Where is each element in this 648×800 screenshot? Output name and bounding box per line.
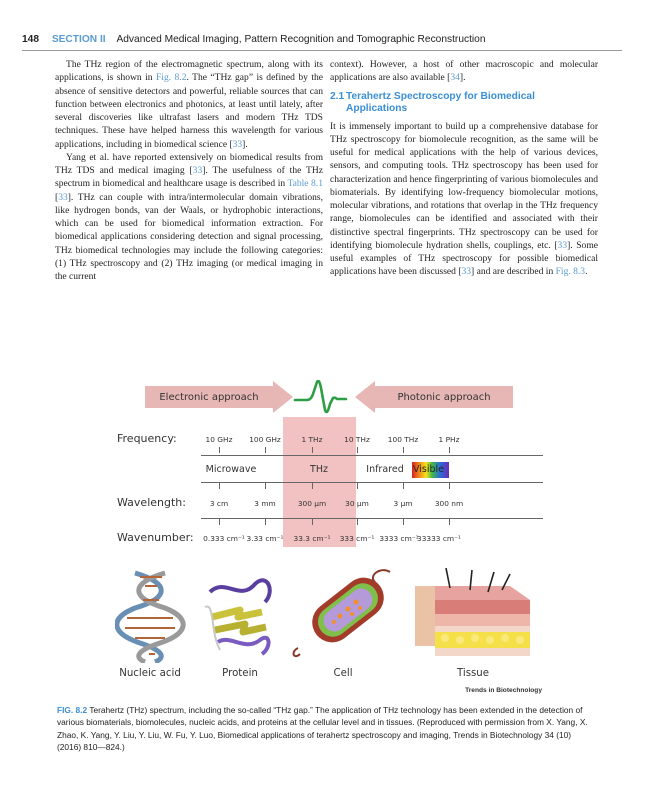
visible-spectrum-bar — [412, 462, 449, 478]
specimen-label: Nucleic acid — [119, 668, 181, 679]
region-infrared: Infrared — [366, 464, 404, 475]
protein-illustration — [200, 572, 280, 660]
wavenumber-tick: 33333 cm⁻¹ — [417, 534, 461, 543]
wavelength-label: Wavelength: — [117, 496, 186, 509]
wavenumber-tick: 0.333 cm⁻¹ — [203, 534, 245, 543]
journal-credit: Trends in Biotechnology — [465, 687, 542, 694]
figure-link[interactable]: Fig. 8.2 — [155, 72, 187, 84]
citation-link[interactable]: 34 — [450, 72, 460, 84]
tissue-illustration — [410, 566, 535, 661]
nucleic-acid-illustration — [115, 568, 190, 663]
figure-thz-spectrum — [115, 372, 550, 694]
wavenumber-tick: 3333 cm⁻¹ — [379, 534, 419, 543]
frequency-tick: 100 GHz — [249, 435, 281, 444]
wavelength-tick: 30 μm — [345, 499, 369, 508]
frequency-tick: 1 THz — [301, 435, 323, 444]
figure-link[interactable]: Fig. 8.3 — [555, 266, 586, 278]
paragraph: The THz region of the electromagnetic spectrum, along with its applications, is shown in Fig. 8.2. The “THz gap” is defined by the absence of sensitive detectors and powerful, reliable sources that can function between electronics and photonics, at least until lately, after several discoveries like ultrafast lasers and modern THz TDS techniques. These have helped harness this wavelength for various applications, including in biomedical science [33]. — [55, 59, 323, 150]
section-title-line1: Terahertz Spectroscopy for Biomedical — [346, 90, 535, 102]
citation-link[interactable]: 33 — [58, 191, 68, 203]
frequency-tick: 10 GHz — [205, 435, 233, 444]
wavelength-tick: 3 mm — [254, 499, 276, 508]
cell-illustration — [290, 564, 400, 664]
citation-link[interactable]: 33 — [557, 239, 568, 251]
left-column — [55, 58, 323, 283]
table-link[interactable]: Table 8.1 — [287, 178, 323, 190]
header-rule — [22, 50, 622, 51]
citation-link[interactable]: 33 — [232, 138, 243, 150]
region-visible: Visible — [413, 464, 445, 475]
page-number: 148 — [22, 34, 39, 45]
section-label: SECTION II — [51, 34, 106, 45]
citation-link[interactable]: 33 — [192, 165, 203, 176]
wavelength-tick: 3 μm — [393, 499, 413, 508]
right-column — [330, 58, 598, 279]
axis-line — [201, 518, 543, 519]
electronic-approach-arrow — [145, 386, 295, 408]
thz-pulse-icon — [293, 380, 348, 414]
wavenumber-tick: 33.3 cm⁻¹ — [293, 534, 331, 543]
arrow-label: Photonic approach — [397, 391, 491, 403]
axis-line — [201, 482, 543, 483]
region-microwave: Microwave — [205, 464, 257, 475]
frequency-label: Frequency: — [117, 432, 177, 445]
wavenumber-label: Wavenumber: — [117, 531, 194, 544]
paragraph: It is immensely important to build up a comprehensive database for THz spectroscopy for biomolecule recognition, as the same will be useful for medical applications with the help of various devices, sensors, and computing tools. THz spectroscopy has been used for characterization and hence fingerprinting of various biomolecules and biomaterials. By identifying low-frequency biomolecular motions, molecular vibrations, and rotations that overlap in the THz frequency range, biomolecules can be identified and associated with their distinctive spectral fingerprints. THz spectroscopy can be used for identifying biomolecule hydration shells, couplings, etc. [33]. Some useful examples of THz spectroscopy for possible biomedical applications have been discussed [33] and are described in Fig. 8.3. — [330, 120, 598, 278]
frequency-tick: 10 THz — [344, 435, 370, 444]
citation-link[interactable]: 33 — [461, 266, 472, 278]
section-heading — [330, 91, 598, 116]
specimen-label: Protein — [222, 668, 258, 679]
region-thz: THz — [310, 464, 328, 475]
paragraph: Yang et al. have reported extensively on biomedical results from THz TDS and medical imaging [33]. The usefulness of the THz spectrum in biomedical and healthcare usage is described in Table 8.1 [33]. THz can couple with intra/intermolecular domain vibrations, like hydrogen bonds, van der Waals, or hydrophobic interactions, which can be used for biomedical information extraction. For biomedical applications considering detection and signal processing, THz biomedical technologies may include the following categories: (1) THz spectroscopy and (2) THz imaging (or medical imaging in the current — [55, 151, 323, 282]
arrow-label: Electronic approach — [159, 391, 259, 403]
wavelength-tick: 3 cm — [209, 499, 229, 508]
caption-text: Terahertz (THz) spectrum, including the so-called “THz gap.” The application of THz technology has been extended in the detection of various biomaterials, biomolecules, nucleic acids, and proteins at the cellular level and in tissues. (Reproduced with permission from X. Yang, X. Zhao, K. Yang, Y. Liu, Y. Liu, W. Fu, Y. Luo, Biomedical applications of terahertz spectroscopy and imaging, Trends in Biotechnology 34 (10) (2016) 810—824.) — [57, 705, 588, 752]
frequency-tick: 100 THz — [387, 435, 419, 444]
book-part-title: Advanced Medical Imaging, Pattern Recognition and Tomographic Reconstruction — [116, 34, 486, 45]
paragraph: context). However, a host of other macroscopic and molecular applications are also available [34]. — [330, 59, 598, 84]
wavenumber-tick: 3.33 cm⁻¹ — [246, 534, 284, 543]
wavelength-tick: 300 μm — [297, 499, 327, 508]
wavenumber-tick: 333 cm⁻¹ — [339, 534, 375, 543]
photonic-approach-arrow — [355, 386, 515, 408]
running-header — [22, 34, 630, 48]
specimen-label: Cell — [333, 668, 353, 679]
wavelength-tick: 300 nm — [434, 499, 464, 508]
section-title-line2: Applications — [346, 103, 408, 114]
figure-caption — [57, 704, 592, 753]
section-number: 2.1 — [330, 90, 345, 102]
figure-label: FIG. 8.2 — [57, 705, 88, 715]
axis-line — [201, 455, 543, 456]
frequency-tick: 1 PHz — [438, 435, 460, 444]
specimen-label: Tissue — [456, 668, 490, 679]
